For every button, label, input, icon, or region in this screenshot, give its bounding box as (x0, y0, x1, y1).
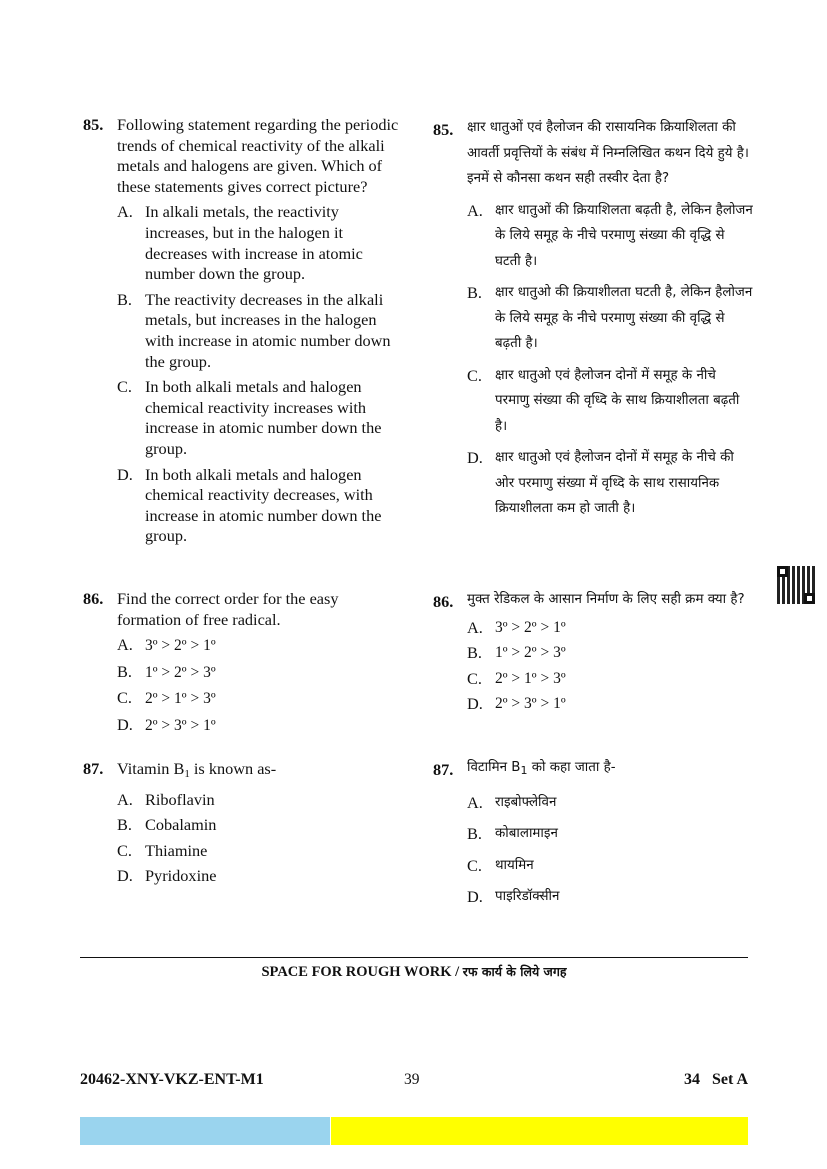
question-number: 85. (83, 115, 104, 134)
options-list (467, 198, 753, 522)
question-number: 86. (433, 592, 454, 611)
option-label: A. (117, 202, 133, 222)
qr-code-icon (777, 566, 815, 604)
option-label: C. (467, 668, 482, 688)
question-text: Following statement regarding the periodic trends of chemical reactivity of the alkali metals and halogens are given. Which of these statements gives correct picture? (117, 115, 399, 196)
question-number: 86. (83, 589, 104, 608)
option-text: 2º > 3º > 1º (495, 695, 566, 712)
option-d (467, 445, 753, 522)
option-text: 1º > 2º > 3º (495, 644, 566, 661)
question-87-hi (433, 755, 753, 910)
option-text: राइबोफ्लेविन (495, 794, 557, 810)
question-87-en (83, 759, 403, 887)
option-b (117, 815, 403, 836)
option-text: 3º > 2º > 1º (495, 618, 566, 636)
option-label: D. (467, 694, 483, 713)
option-text: Thiamine (145, 840, 208, 860)
option-label: A. (467, 200, 483, 220)
option-a (117, 202, 403, 284)
option-label: B. (467, 283, 482, 302)
paper-code: 20462-XNY-VKZ-ENT-M1 (80, 1071, 264, 1088)
option-label: B. (117, 289, 132, 309)
options-list (117, 635, 403, 736)
option-text: क्षार धातुओ एवं हैलोजन दोनों में समूह के नीचे परमाणु संख्या की वृध्दि के साथ क्रियाशीलता बढ़ती है। (495, 367, 740, 434)
option-label: B. (467, 643, 482, 662)
option-text: 2º > 1º > 3º (495, 669, 566, 687)
option-label: D. (117, 714, 133, 734)
option-d (467, 691, 753, 717)
option-a (117, 635, 403, 657)
option-label: D. (467, 448, 483, 467)
option-label: A. (467, 617, 483, 637)
question-text-part: को कहा जाता है- (527, 760, 616, 775)
question-86-hi (433, 587, 753, 717)
question-86-en (83, 589, 403, 737)
subscript: 1 (520, 764, 528, 777)
option-label: C. (117, 377, 132, 397)
option-d (117, 465, 403, 547)
option-d (117, 866, 403, 887)
option-a (467, 198, 753, 275)
option-text: The reactivity decreases in the alkali metals, but increases in the halogen with increase in atomic number down the group. (145, 289, 391, 371)
option-d (467, 884, 753, 910)
option-label: A. (117, 789, 133, 809)
rough-work-hindi: रफ कार्य के लिये जगह (462, 964, 567, 979)
option-label: B. (117, 815, 132, 835)
question-text-part: Vitamin B (117, 759, 185, 778)
option-c (467, 853, 753, 879)
question-text-part: विटामिन B (467, 760, 521, 775)
option-label: A. (467, 792, 483, 812)
option-text: थायमिन (495, 857, 534, 873)
subscript: 1 (184, 768, 190, 780)
option-b (467, 821, 753, 847)
question-text: Find the correct order for the easy formation of free radical. (117, 589, 339, 629)
option-text: Pyridoxine (145, 866, 217, 886)
option-text: कोबालामाइन (495, 826, 558, 841)
option-a (117, 790, 403, 811)
option-label: C. (117, 840, 132, 860)
option-b (467, 280, 753, 357)
option-a (467, 790, 753, 816)
option-c (117, 841, 403, 862)
page-number: 39 (404, 1071, 420, 1088)
option-label: B. (117, 661, 132, 681)
question-text: क्षार धातुओं एवं हैलोजन की रासायनिक क्रियाशिलता की आवर्ती प्रवृत्तियों के संबंध में निम्नलिखित कथन दिये हुये है। इनमें से कौनसा कथन सही तस्वीर देता है? (467, 120, 749, 186)
option-text: Cobalamin (145, 815, 217, 835)
options-list (117, 202, 403, 547)
option-label: D. (117, 464, 133, 484)
option-text: Riboflavin (145, 789, 215, 809)
rough-work-english: SPACE FOR ROUGH WORK / (261, 964, 463, 980)
option-label: D. (117, 866, 133, 886)
option-b (117, 662, 403, 684)
question-number: 87. (83, 759, 104, 778)
question-text-part: is known as- (189, 759, 277, 778)
option-text: क्षार धातुओ एवं हैलोजन दोनों में समूह के नीचे की ओर परमाणु संख्या में वृध्दि के साथ रासायनिक क्रियाशीलता कम हो जाती है। (495, 450, 734, 516)
rough-work-heading (80, 963, 748, 981)
option-text: क्षार धातुओ की क्रियाशीलता घटती है, लेकिन हैलोजन के लिये समूह के नीचे परमाणु संख्या की वृद्धि से बढ़ती है। (495, 285, 753, 351)
option-b (117, 290, 403, 372)
question-number: 85. (433, 120, 454, 139)
options-list (467, 790, 753, 910)
option-text: In both alkali metals and halogen chemical reactivity decreases, with increase in atomic number down the group. (145, 464, 382, 546)
option-label: B. (467, 824, 482, 843)
option-c (467, 666, 753, 692)
option-c (117, 377, 403, 459)
option-label: C. (467, 365, 482, 385)
question-number: 87. (433, 760, 454, 779)
option-text: 3º > 2º > 1º (145, 637, 216, 655)
option-text: 1º > 2º > 3º (145, 663, 216, 681)
option-b (467, 640, 753, 666)
question-85-en (83, 115, 403, 547)
option-d (117, 715, 403, 737)
question-text: मुक्त रेडिकल के आसान निर्माण के लिए सही क्रम क्या है? (467, 592, 745, 607)
option-label: D. (467, 887, 483, 906)
options-list (467, 615, 753, 717)
option-text: क्षार धातुओं की क्रियाशिलता बढ़ती है, लेकिन हैलोजन के लिये समूह के नीचे परमाणु संख्या की वृद्धि से घटती है। (495, 202, 753, 269)
color-band-yellow (331, 1117, 748, 1145)
divider (80, 957, 748, 958)
option-c (117, 688, 403, 710)
question-85-hi (433, 115, 753, 522)
question-text (467, 755, 753, 784)
option-text: In alkali metals, the reactivity increases, but in the halogen it decreases with increase in atomic number down the group. (145, 202, 363, 284)
color-band-blue (80, 1117, 330, 1145)
option-a (467, 615, 753, 641)
question-text (117, 759, 403, 785)
option-text: 2º > 1º > 3º (145, 690, 216, 708)
set-label: 34 Set A (684, 1071, 748, 1088)
option-text: पाइरिडॉक्सीन (495, 889, 560, 904)
option-text: In both alkali metals and halogen chemical reactivity increases with increase in atomic number down the group. (145, 377, 382, 458)
option-label: C. (467, 855, 482, 875)
option-text: 2º > 3º > 1º (145, 716, 216, 734)
option-label: C. (117, 688, 132, 708)
options-list (117, 790, 403, 887)
option-label: A. (117, 635, 133, 655)
option-c (467, 363, 753, 440)
